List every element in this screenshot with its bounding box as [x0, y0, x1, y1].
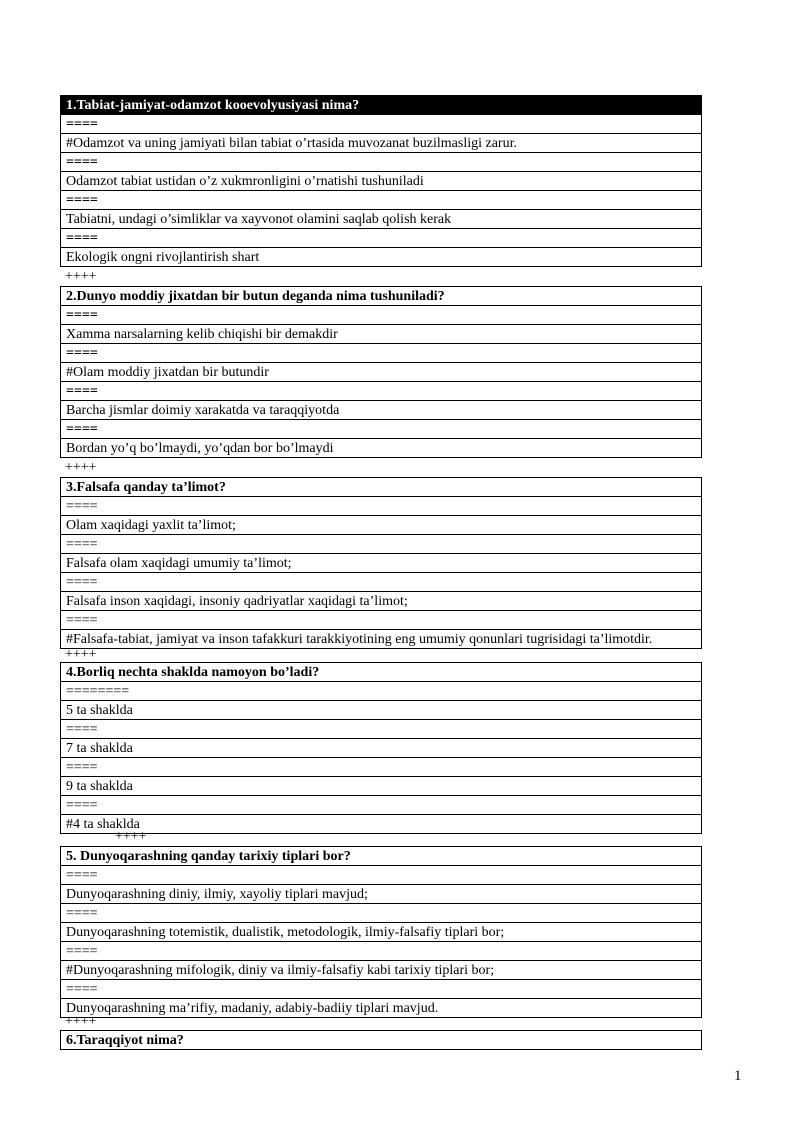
question-title: 5. Dunyoqarashning qanday tarixiy tiplari bor? — [61, 847, 702, 866]
question-block-2 — [60, 286, 702, 458]
question-table-4 — [60, 662, 702, 834]
question-table-1 — [60, 95, 702, 267]
separator: ==== — [61, 115, 702, 134]
answer-option: #Dunyoqarashning mifologik, diniy va ilmiy-falsafiy kabi tarixiy tiplari bor; — [61, 961, 702, 980]
answer-option: Dunyoqarashning totemistik, dualistik, metodologik, ilmiy-falsafiy tiplari bor; — [61, 923, 702, 942]
question-block-4 — [60, 662, 702, 834]
answer-option: Xamma narsalarning kelib chiqishi bir demakdir — [61, 325, 702, 344]
end-marker: ++++ — [115, 829, 147, 844]
separator: ==== — [61, 229, 702, 248]
question-table-3 — [60, 477, 702, 649]
question-table-6 — [60, 1030, 702, 1050]
question-block-1 — [60, 95, 702, 267]
question-block-6 — [60, 1030, 702, 1050]
separator: ==== — [61, 420, 702, 439]
question-title: 2.Dunyo moddiy jixatdan bir butun deganda nima tushuniladi? — [61, 287, 702, 306]
separator: ==== — [61, 980, 702, 999]
separator: ==== — [61, 866, 702, 885]
end-marker: ++++ — [65, 1014, 97, 1029]
separator: ======== — [61, 682, 702, 701]
answer-option: 9 ta shaklda — [61, 777, 702, 796]
separator: ==== — [61, 306, 702, 325]
answer-option: 5 ta shaklda — [61, 701, 702, 720]
question-table-5 — [60, 846, 702, 1018]
separator: ==== — [61, 611, 702, 630]
end-marker: ++++ — [65, 460, 97, 475]
separator: ==== — [61, 191, 702, 210]
separator: ==== — [61, 153, 702, 172]
separator: ==== — [61, 758, 702, 777]
end-marker: ++++ — [65, 647, 97, 662]
question-table-2 — [60, 286, 702, 458]
separator: ==== — [61, 796, 702, 815]
answer-option: 7 ta shaklda — [61, 739, 702, 758]
separator: ==== — [61, 573, 702, 592]
separator: ==== — [61, 344, 702, 363]
answer-option: #4 ta shaklda — [61, 815, 702, 834]
answer-option: #Olam moddiy jixatdan bir butundir — [61, 363, 702, 382]
question-title: 3.Falsafa qanday ta’limot? — [61, 478, 702, 497]
question-title: 4.Borliq nechta shaklda namoyon bo’ladi? — [61, 663, 702, 682]
end-marker: ++++ — [65, 269, 97, 284]
answer-option: Odamzot tabiat ustidan o’z xukmronligini o’rnatishi tushuniladi — [61, 172, 702, 191]
separator: ==== — [61, 720, 702, 739]
answer-option: Falsafa inson xaqidagi, insoniy qadriyatlar xaqidagi ta’limot; — [61, 592, 702, 611]
answer-option: Dunyoqarashning ma’rifiy, madaniy, adabiy-badiiy tiplari mavjud. — [61, 999, 702, 1018]
answer-option: Tabiatni, undagi o’simliklar va xayvonot olamini saqlab qolish kerak — [61, 210, 702, 229]
separator: ==== — [61, 382, 702, 401]
answer-option: #Falsafa-tabiat, jamiyat va inson tafakkuri tarakkiyotining eng umumiy qonunlari tugrisidagi ta’limotdir. — [61, 630, 702, 649]
answer-option: #Odamzot va uning jamiyati bilan tabiat o’rtasida muvozanat buzilmasligi zarur. — [61, 134, 702, 153]
question-title: 1.Tabiat-jamiyat-odamzot kooevolyusiyasi nima? — [61, 96, 702, 115]
separator: ==== — [61, 497, 702, 516]
question-block-3 — [60, 477, 702, 649]
page-number: 1 — [734, 1068, 742, 1084]
answer-option: Dunyoqarashning diniy, ilmiy, xayoliy tiplari mavjud; — [61, 885, 702, 904]
separator: ==== — [61, 942, 702, 961]
separator: ==== — [61, 535, 702, 554]
question-block-5 — [60, 846, 702, 1018]
answer-option: Falsafa olam xaqidagi umumiy ta’limot; — [61, 554, 702, 573]
answer-option: Ekologik ongni rivojlantirish shart — [61, 248, 702, 267]
separator: ==== — [61, 904, 702, 923]
answer-option: Barcha jismlar doimiy xarakatda va taraqqiyotda — [61, 401, 702, 420]
question-title: 6.Taraqqiyot nima? — [61, 1031, 702, 1050]
answer-option: Bordan yo’q bo’lmaydi, yo’qdan bor bo’lmaydi — [61, 439, 702, 458]
answer-option: Olam xaqidagi yaxlit ta’limot; — [61, 516, 702, 535]
